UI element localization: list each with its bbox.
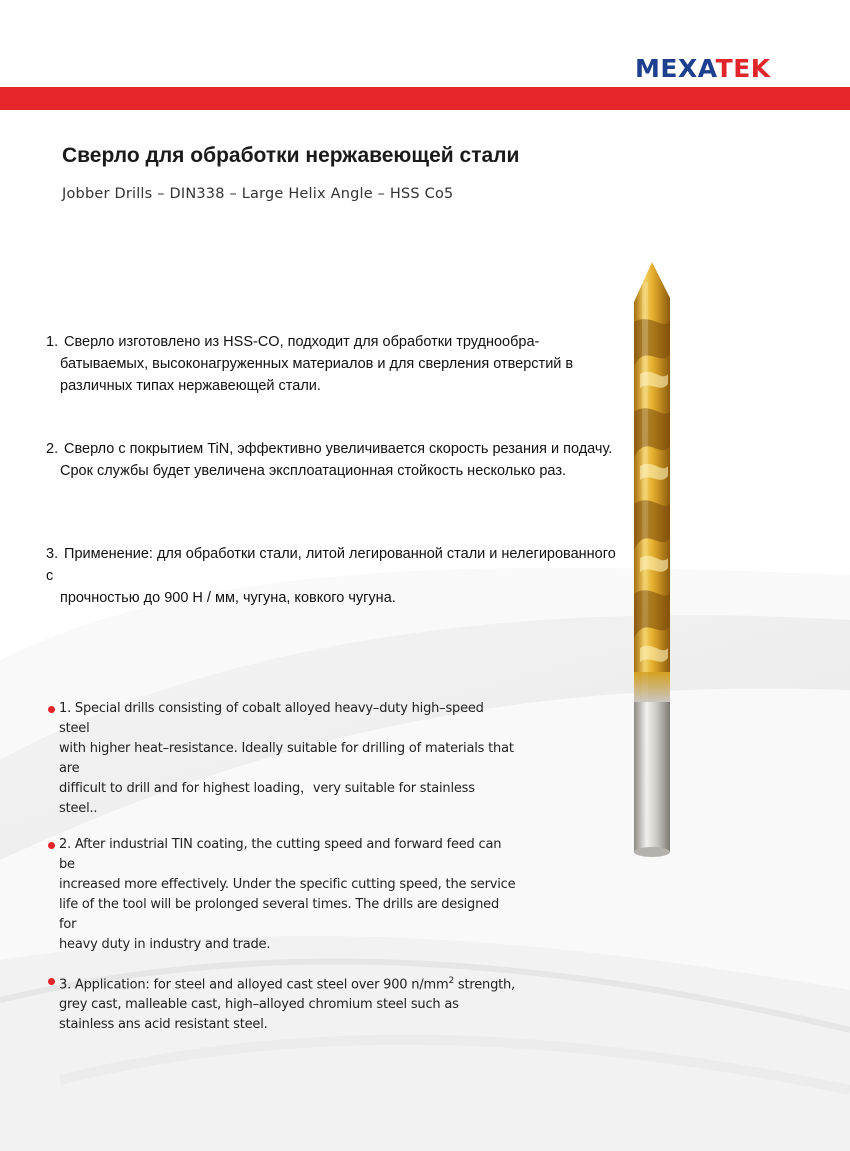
en-feature-line: heavy duty in industry and trade. — [59, 937, 271, 952]
en-feature-list — [46, 699, 516, 1051]
en-feature-line: grey cast, malleable cast, high–alloyed chromium steel such as — [59, 997, 459, 1013]
ru-feature-2 — [46, 438, 621, 482]
en-feature-line: life of the tool will be prolonged several times. The drills are designed for — [59, 897, 500, 932]
brand-logo — [635, 54, 771, 84]
logo-text-red: TEK — [715, 54, 771, 83]
en-feature-line: with higher heat–resistance. Ideally suitable for drilling of materials that are — [59, 741, 514, 776]
ru-feature-3 — [46, 543, 621, 609]
en-feature-line: increased more effectively. Under the specific cutting speed, the service — [59, 877, 516, 892]
ru-feature-line: Сверло с покрытием TiN, эффективно увеличивается скорость резания и подачу. — [64, 441, 613, 457]
ru-feature-line: батываемых, высоконагруженных материалов и для сверления отверстий в — [60, 356, 574, 372]
page-subtitle: Jobber Drills – DIN338 – Large Helix Angle – HSS Co5 — [62, 186, 454, 202]
ru-feature-line: прочностью до 900 Н / мм, чугуна, ковкого чугуна. — [60, 590, 396, 606]
en-feature-1 — [46, 699, 516, 819]
bullet-dot-icon — [48, 706, 55, 713]
header-red-bar — [0, 87, 850, 110]
logo-text-blue: MEXA — [635, 54, 716, 83]
drill-bit-icon — [620, 262, 690, 860]
bullet-dot-icon — [48, 842, 55, 849]
en-feature-line: 3. Application: for steel and alloyed cast steel over 900 n/mm — [59, 977, 449, 993]
ru-feature-number: 3. — [46, 546, 59, 562]
ru-feature-number: 2. — [46, 441, 59, 457]
en-feature-2 — [46, 835, 516, 955]
page-title: Сверло для обработки нержавеющей стали — [62, 144, 520, 167]
en-feature-line: difficult to drill and for highest loading，very suitable for stainless steel.. — [59, 781, 475, 816]
ru-feature-number: 1. — [46, 334, 59, 350]
ru-feature-line: Срок службы будет увеличена эксплоатационная стойкость несколько раз. — [60, 463, 567, 479]
en-feature-line: strength, — [453, 977, 516, 993]
bullet-dot-icon — [48, 978, 55, 985]
superscript: 2 — [448, 976, 454, 986]
en-feature-line: 1. Special drills consisting of cobalt alloyed heavy–duty high–speed steel — [59, 701, 484, 736]
en-feature-3 — [46, 971, 516, 1035]
en-feature-line: 2. After industrial TIN coating, the cutting speed and forward feed can be — [59, 837, 502, 872]
ru-feature-line: различных типах нержавеющей стали. — [60, 378, 321, 394]
ru-feature-line: Применение: для обработки стали, литой легированной стали и нелегированного с — [46, 546, 616, 584]
ru-feature-1 — [46, 331, 621, 397]
en-feature-line: stainless ans acid resistant steel. — [59, 1017, 268, 1033]
ru-feature-line: Сверло изготовлено из HSS-CO, подходит для обработки труднообра- — [64, 334, 540, 350]
